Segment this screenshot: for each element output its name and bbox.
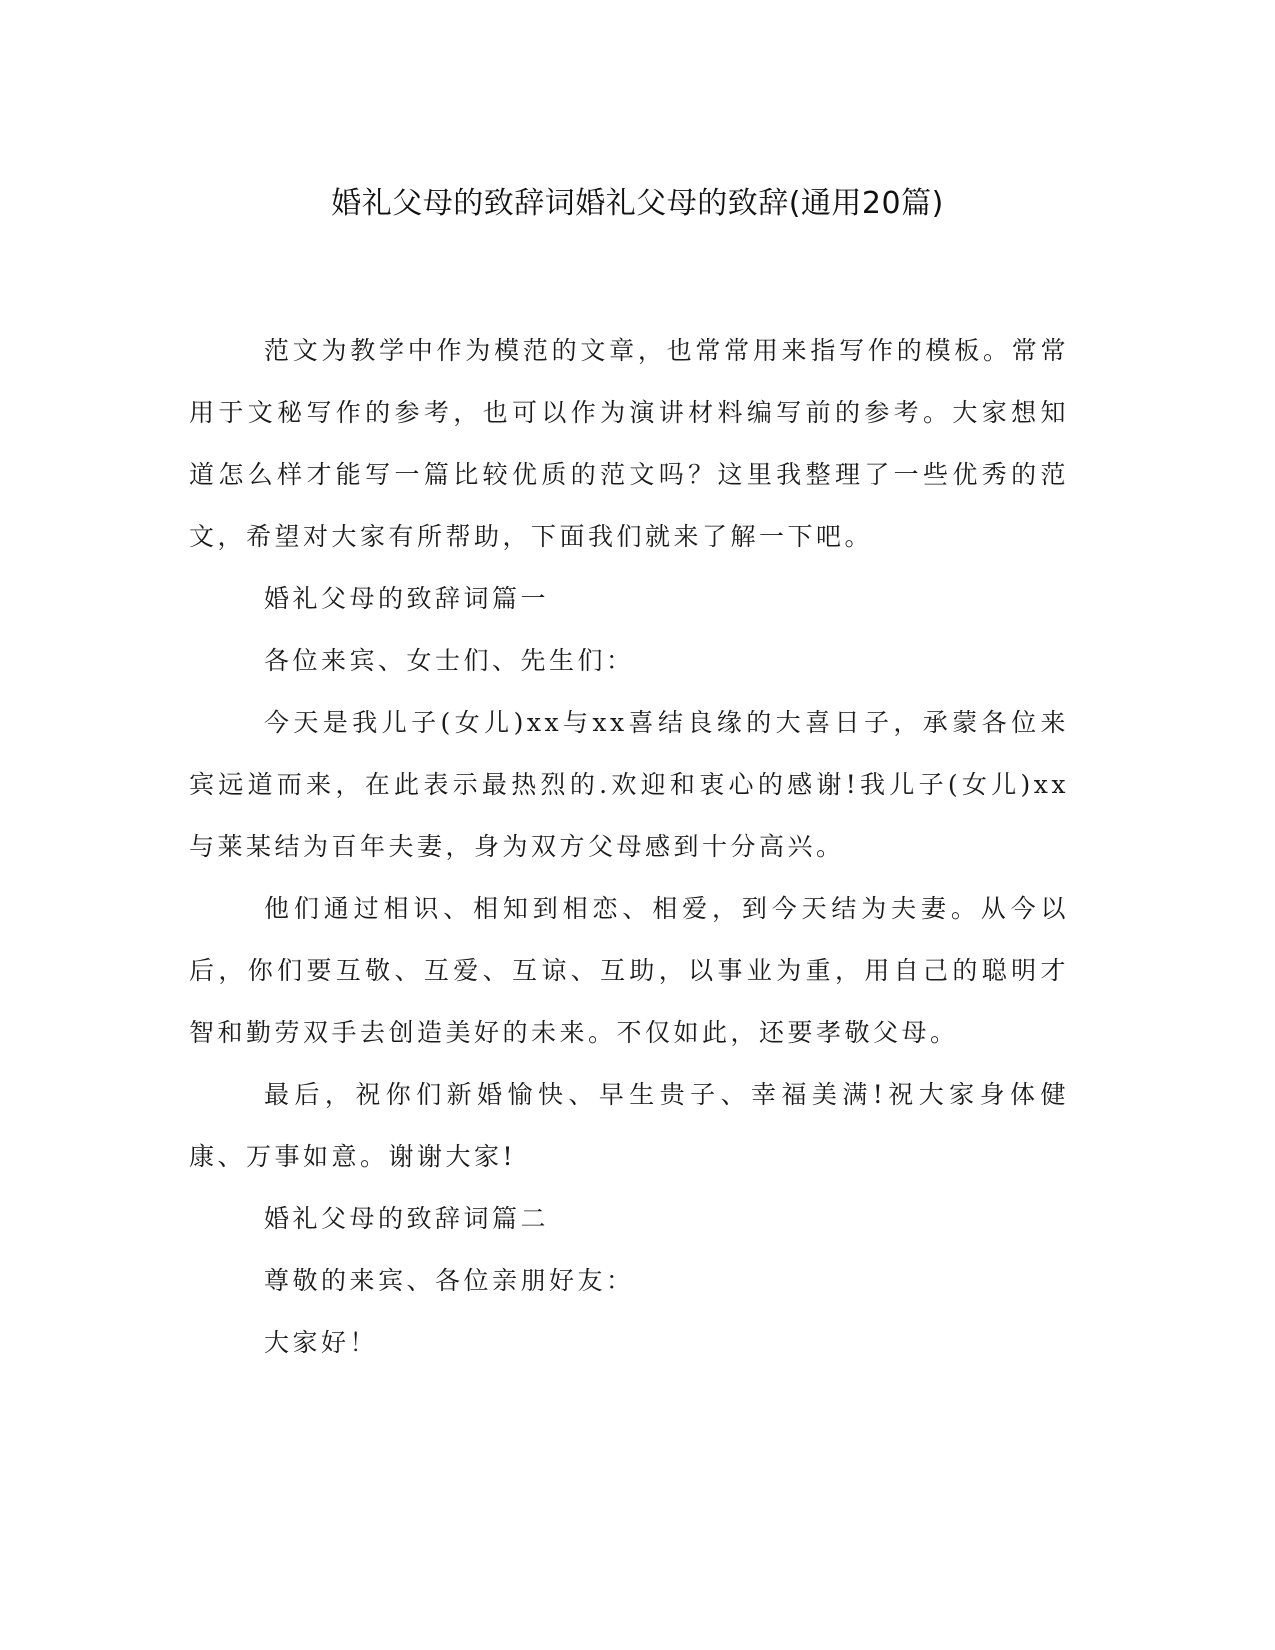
salutation-paragraph: 各位来宾、女士们、先生们：	[264, 646, 635, 675]
intro-paragraph: 范文为教学中作为模范的文章，也常常用来指写作的模板。常常用于文秘写作的参考，也可以作为演讲材料编写前的参考。大家想知道怎么样才能写一篇比较优质的范文吗？这里我整理了一些优秀的范文，希望对大家有所帮助，下面我们就来了解一下吧。	[189, 336, 1069, 551]
salutation-paragraph: 尊敬的来宾、各位亲朋好友：	[264, 1266, 635, 1295]
document-body	[189, 320, 1069, 1374]
section-heading-2: 婚礼父母的致辞词篇二	[264, 1204, 550, 1233]
speech-paragraph: 最后，祝你们新婚愉快、早生贵子、幸福美满!祝大家身体健康、万事如意。谢谢大家!	[189, 1080, 1069, 1171]
section-heading-1: 婚礼父母的致辞词篇一	[264, 584, 550, 613]
document-title: 婚礼父母的致辞词婚礼父母的致辞(通用20篇)	[331, 186, 944, 221]
speech-paragraph: 他们通过相识、相知到相恋、相爱，到今天结为夫妻。从今以后，你们要互敬、互爱、互谅、互助，以事业为重，用自己的聪明才智和勤劳双手去创造美好的未来。不仅如此，还要孝敬父母。	[189, 894, 1069, 1047]
greeting-paragraph: 大家好！	[264, 1328, 379, 1357]
speech-paragraph: 今天是我儿子(女儿)xx与xx喜结良缘的大喜日子，承蒙各位来宾远道而来，在此表示最热烈的.欢迎和衷心的感谢!我儿子(女儿)xx与莱某结为百年夫妻，身为双方父母感到十分高兴。	[189, 708, 1069, 861]
